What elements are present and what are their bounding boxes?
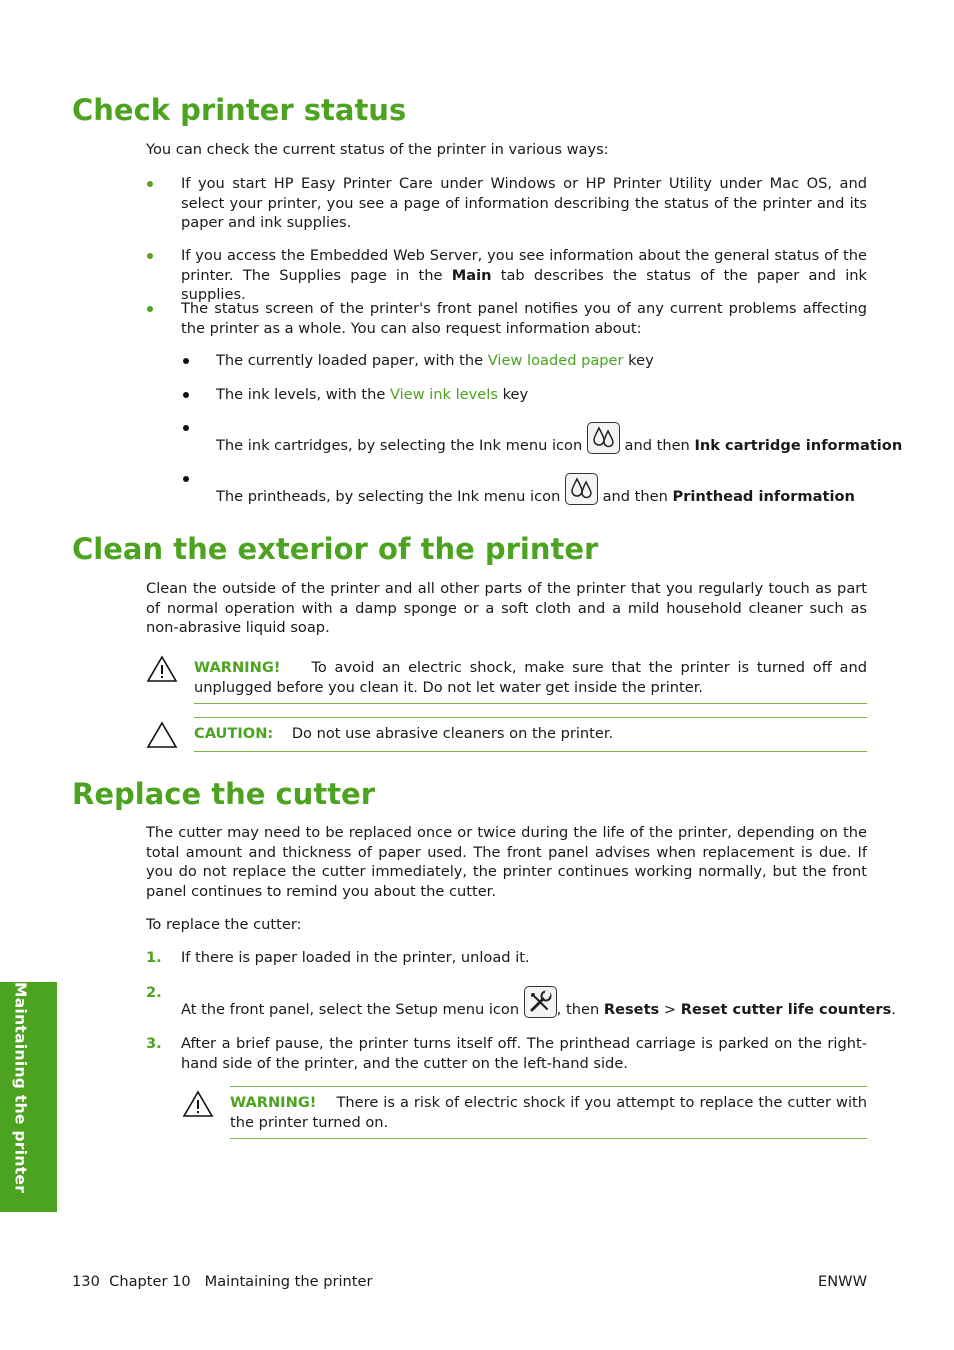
reset-cutter-life-counters-label: Reset cutter life counters: [680, 1001, 892, 1018]
clean-warning: WARNING! To avoid an electric shock, make sure that the printer is turned off and unplugged before you clean it. Do not let water get inside the printer.: [194, 659, 867, 696]
resets-label: Resets: [603, 1001, 660, 1018]
bullet-marker: [147, 253, 153, 259]
caution-icon: [146, 721, 178, 749]
warning-label: WARNING!: [230, 1094, 317, 1111]
cutter-warning: WARNING! There is a risk of electric shock if you attempt to replace the cutter with the printer turned on.: [230, 1094, 867, 1131]
clean-caution: CAUTION: Do not use abrasive cleaners on the printer.: [194, 725, 614, 742]
sub-bullet-marker: [183, 392, 189, 398]
status-intro: You can check the current status of the printer in various ways:: [146, 141, 609, 158]
heading-check-printer-status: Check printer status: [72, 93, 407, 127]
step-number: 1.: [146, 949, 162, 966]
status-bullet-1: If you start HP Easy Printer Care under Windows or HP Printer Utility under Mac OS, and select your printer, you see a page of information describing the status of the printer and its paper and ink supplies.: [181, 175, 867, 231]
setup-menu-icon: [524, 986, 557, 1018]
view-loaded-paper-key: View loaded paper: [487, 352, 624, 369]
printhead-information-label: Printhead information: [672, 488, 855, 505]
footer-enww: ENWW: [818, 1273, 867, 1290]
cutter-step-3: After a brief pause, the printer turns itself off. The printhead carriage is parked on the right-hand side of the printer, and the cutter on the left-hand side.: [181, 1035, 867, 1072]
cutter-body: The cutter may need to be replaced once or twice during the life of the printer, depending on the total amount and thickness of paper used. The front panel advises when replacement is due. If you do not replace the cutter immediately, the printer continues working normally, but the front panel continues to remind you about the cutter.: [146, 824, 867, 900]
sub-bullet-marker: [183, 476, 189, 482]
cutter-step-2: At the front panel, select the Setup menu icon , then Resets > Reset cutter life counters.: [181, 986, 896, 1020]
ink-menu-icon: [565, 473, 598, 505]
bullet-marker: [147, 306, 153, 312]
ink-cartridge-information-label: Ink cartridge information: [694, 437, 903, 454]
chapter-side-tab: [0, 982, 57, 1212]
cutter-step-1: If there is paper loaded in the printer, unload it.: [181, 949, 530, 966]
sub-item-ink-cartridges: The ink cartridges, by selecting the Ink menu icon and then Ink cartridge information: [216, 422, 902, 456]
clean-body: Clean the outside of the printer and all other parts of the printer that you regularly touch as part of normal operation with a damp sponge or a soft cloth and a mild household cleaner such as non-abrasive liquid soap.: [146, 580, 867, 636]
side-tab-label: Maintaining the printer: [11, 982, 30, 1194]
warning-label: WARNING!: [194, 659, 281, 676]
sub-item-loaded-paper: The currently loaded paper, with the View loaded paper key: [216, 352, 654, 369]
heading-replace-cutter: Replace the cutter: [72, 777, 376, 811]
warning-icon: [146, 655, 178, 683]
sub-item-ink-levels: The ink levels, with the View ink levels key: [216, 386, 529, 403]
step-number: 3.: [146, 1035, 162, 1052]
warning-icon: [182, 1090, 214, 1118]
sub-bullet-marker: [183, 358, 189, 364]
ink-menu-icon: [587, 422, 620, 454]
caution-label: CAUTION:: [194, 725, 274, 742]
notice-divider: [194, 717, 867, 718]
main-tab-label: Main: [451, 266, 492, 284]
sub-bullet-marker: [183, 425, 189, 431]
status-bullet-3: The status screen of the printer's front panel notifies you of any current problems affecting the printer as a whole. You can also request information about:: [181, 300, 867, 337]
sub-item-printheads: The printheads, by selecting the Ink menu icon and then Printhead information: [216, 473, 855, 507]
step-number: 2.: [146, 984, 162, 1001]
notice-divider: [194, 751, 867, 752]
status-bullet-2: If you access the Embedded Web Server, you see information about the general status of the printer. The Supplies page in the Main tab describes the status of the paper and ink supplies.: [181, 247, 867, 303]
cutter-intro: To replace the cutter:: [146, 916, 302, 933]
heading-clean-exterior: Clean the exterior of the printer: [72, 532, 599, 566]
footer-page-info: 130 Chapter 10 Maintaining the printer: [72, 1273, 373, 1290]
notice-divider: [230, 1138, 867, 1139]
notice-divider: [230, 1086, 867, 1087]
notice-divider: [194, 703, 867, 704]
bullet-marker: [147, 181, 153, 187]
